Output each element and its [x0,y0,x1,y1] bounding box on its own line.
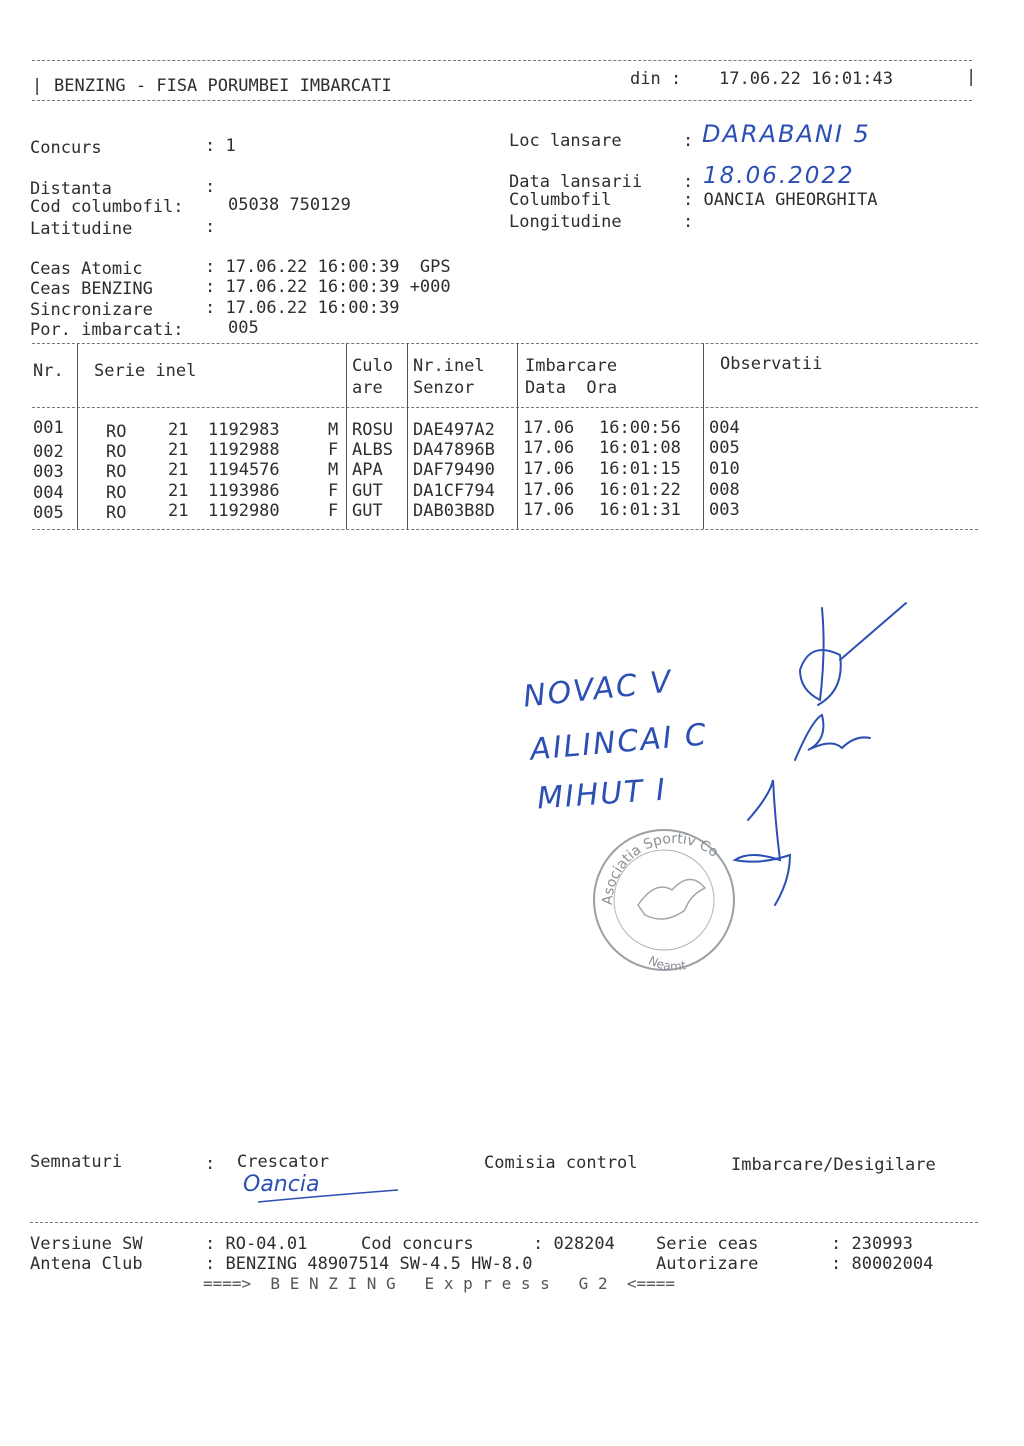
latitudine-label: Latitudine [30,219,133,239]
columbofil-label: Columbofil [509,190,612,210]
autorizare-label: Autorizare [656,1254,759,1274]
col-header-nr-inel: Nr.inel [413,356,485,376]
por-imbarcati-value: 005 [228,318,259,338]
col-header-observatii: Observatii [720,354,823,374]
loc-lansare-colon: : [683,131,694,151]
footer-border [30,1222,978,1223]
cell-an: 21 [168,440,189,460]
cell-nr: 005 [33,503,64,523]
cod-columbofil-label: Cod columbofil: [30,197,184,217]
cod-concurs-value: : 028204 [533,1234,615,1254]
col-header-nr: Nr. [33,361,64,381]
antena-club-label: Antena Club [30,1254,143,1274]
document-title: BENZING - FISA PORUMBEI IMBARCATI [54,76,392,96]
cell-nr: 002 [33,442,64,462]
cell-senzor: DA47896B [413,440,495,460]
cell-inel: 1192983 [208,420,280,440]
semnaturi-label: Semnaturi [30,1152,123,1172]
cod-concurs-label: Cod concurs [361,1234,474,1254]
header-left-bar: | [32,76,43,96]
col-header-imbarcare: Imbarcare [525,356,618,376]
por-imbarcati-label: Por. imbarcati: [30,320,184,340]
distanta-value: : [205,177,216,197]
latitudine-value: : [205,217,216,237]
cell-observatii: 010 [709,459,740,479]
cell-senzor: DAB03B8D [413,501,495,521]
handwritten-name: AILINCAI C [528,717,710,768]
loc-lansare-label: Loc lansare [509,131,622,151]
header-timestamp: 17.06.22 16:01:43 [719,69,893,89]
sincronizare-value: : 17.06.22 16:00:39 [205,298,400,318]
cell-nr: 003 [33,462,64,482]
header-right-bar: | [966,67,977,87]
data-lansarii-handwritten: 18.06.2022 [703,163,855,189]
cell-nr: 001 [33,418,64,438]
cell-data: 17.06 [523,480,575,500]
versiune-sw-value: : RO-04.01 [205,1234,308,1254]
crescator-label: Crescator [237,1152,330,1172]
cell-observatii: 005 [709,438,740,458]
longitudine-value: : [683,212,694,232]
cell-tara: RO [106,503,127,523]
versiune-sw-label: Versiune SW [30,1234,143,1254]
cell-an: 21 [168,501,189,521]
benzing-express-banner: ====> B E N Z I N G E x p r e s s G 2 <==== [203,1274,676,1293]
col-header-culoare-2: are [352,378,383,398]
serie-ceas-label: Serie ceas [656,1234,759,1254]
cell-tara: RO [106,422,127,442]
col-header-serie: Serie inel [94,361,197,381]
cell-sex: F [328,481,339,501]
cell-culoare: GUT [352,501,383,521]
cell-an: 21 [168,460,189,480]
cell-observatii: 004 [709,418,740,438]
handwritten-name: NOVAC V [521,664,675,715]
header-din-label: din : [630,69,682,89]
cell-ora: 16:00:56 [599,418,681,438]
cell-senzor: DAF79490 [413,460,495,480]
cell-data: 17.06 [523,418,575,438]
cell-sex: F [328,440,339,460]
cell-ora: 16:01:15 [599,459,681,479]
stamp-text-top: Asociatia Sportiv Co [599,830,722,906]
cell-inel: 1194576 [208,460,280,480]
cell-nr: 004 [33,483,64,503]
cell-culoare: GUT [352,481,383,501]
cell-inel: 1192988 [208,440,280,460]
cell-sex: M [328,460,339,480]
cell-data: 17.06 [523,500,575,520]
cell-an: 21 [168,481,189,501]
comisia-control-label: Comisia control [484,1153,638,1173]
col-header-culoare: Culo [352,356,393,376]
ceas-benzing-label: Ceas BENZING [30,279,153,299]
serie-ceas-value: : 230993 [831,1234,913,1254]
autorizare-value: : 80002004 [831,1254,934,1274]
cell-senzor: DAE497A2 [413,420,495,440]
cell-sex: M [328,420,339,440]
cell-observatii: 003 [709,500,740,520]
cell-tara: RO [106,483,127,503]
concurs-label: Concurs [30,138,102,158]
cell-ora: 16:01:08 [599,438,681,458]
cell-culoare: ALBS [352,440,393,460]
stamp-text-bottom: Neamt [646,953,688,974]
data-lansarii-label: Data lansarii [509,172,643,192]
distanta-label: Distanta [30,179,112,199]
semnaturi-colon: : [205,1154,216,1174]
cell-observatii: 008 [709,480,740,500]
handwritten-name: MIHUT I [535,772,669,817]
ceas-benzing-value: : 17.06.22 16:00:39 +000 [205,277,451,297]
cell-inel: 1193986 [208,481,280,501]
longitudine-label: Longitudine [509,212,622,232]
cell-ora: 16:01:22 [599,480,681,500]
cell-culoare: APA [352,460,383,480]
cell-senzor: DA1CF794 [413,481,495,501]
cod-columbofil-value: 05038 750129 [228,195,351,215]
cell-tara: RO [106,462,127,482]
data-lansarii-colon: : [683,172,694,192]
cell-sex: F [328,501,339,521]
cell-an: 21 [168,420,189,440]
columbofil-value: : OANCIA GHEORGHITA [683,190,878,210]
imbarcare-desigilare-label: Imbarcare/Desigilare [731,1155,936,1175]
ceas-atomic-label: Ceas Atomic [30,259,143,279]
col-header-data-ora: Data Ora [525,378,618,398]
cell-tara: RO [106,442,127,462]
cell-ora: 16:01:31 [599,500,681,520]
sincronizare-label: Sincronizare [30,300,153,320]
cell-data: 17.06 [523,459,575,479]
antena-club-value: : BENZING 48907514 SW-4.5 HW-8.0 [205,1254,533,1274]
loc-lansare-handwritten: DARABANI 5 [702,120,871,148]
ceas-atomic-value: : 17.06.22 16:00:39 GPS [205,257,451,277]
crescator-signature: Oancia [243,1172,320,1197]
col-header-senzor: Senzor [413,378,475,398]
cell-culoare: ROSU [352,420,393,440]
cell-inel: 1192980 [208,501,280,521]
cell-data: 17.06 [523,438,575,458]
concurs-value: : 1 [205,136,236,156]
